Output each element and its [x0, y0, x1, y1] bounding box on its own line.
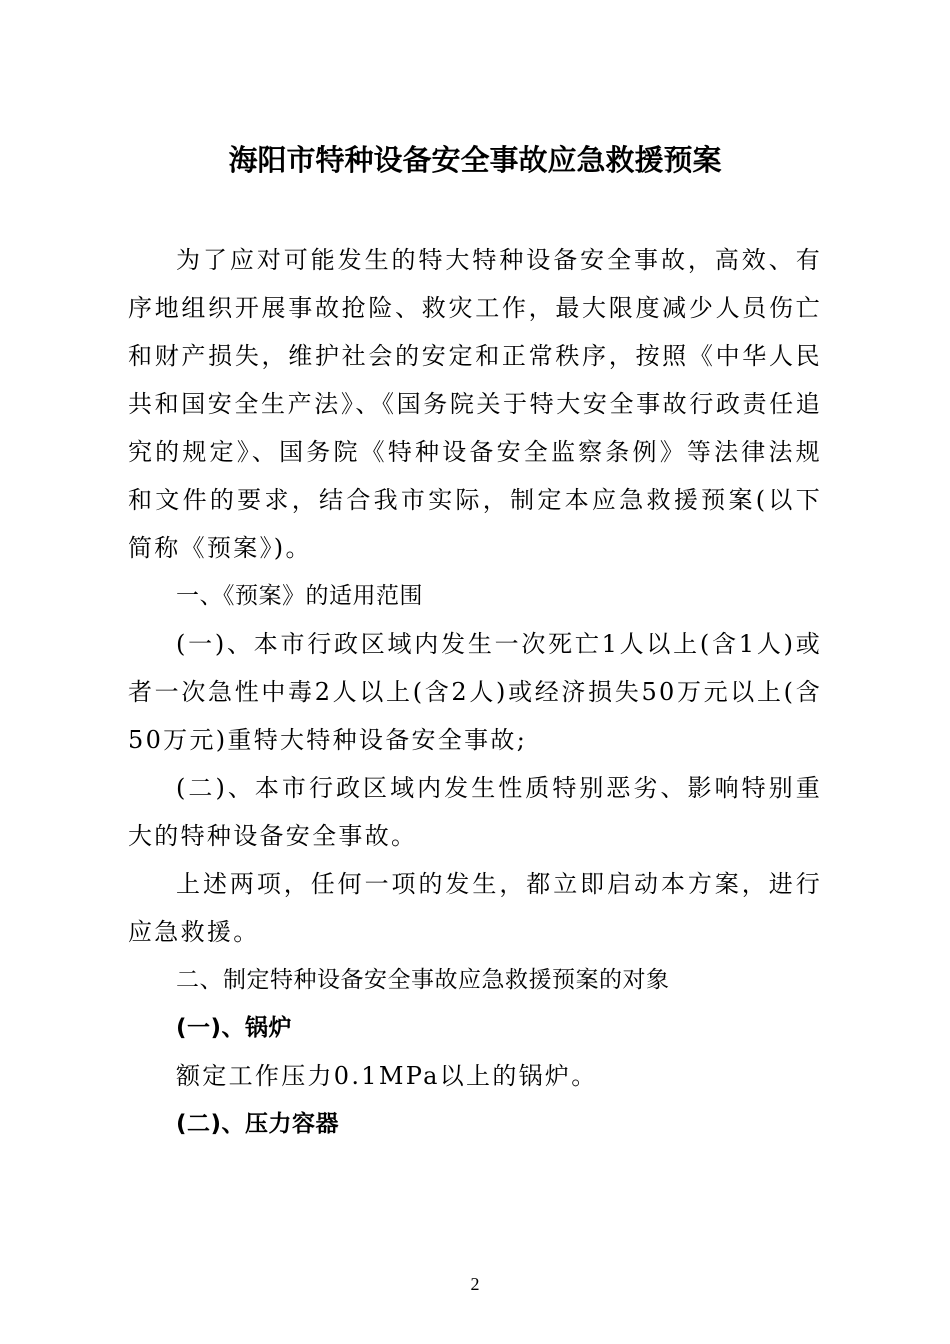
section-1-item-1: (一)、本市行政区域内发生一次死亡1人以上(含1人)或者一次急性中毒2人以上(含2人)或经济损失50万元以上(含50万元)重特大特种设备安全事故; — [128, 630, 822, 754]
document-title: 海阳市特种设备安全事故应急救援预案 — [228, 143, 722, 177]
section-2-sub-1-text: 额定工作压力0.1MPa以上的锅炉。 — [176, 1062, 598, 1090]
section-1-item-2: (二)、本市行政区域内发生性质特别恶劣、影响特别重大的特种设备安全事故。 — [128, 774, 822, 850]
intro-paragraph: 为了应对可能发生的特大特种设备安全事故，高效、有序地组织开展事故抢险、救灾工作，最大限度减少人员伤亡和财产损失，维护社会的安定和正常秩序，按照《中华人民共和国安全生产法》、《国务院关于特大安全事故行政责任追究的规定》、国务院《特种设备安全监察条例》等法律法规和文件的要求，结合我市实际，制定本应急救援预案(以下简称《预案》)。 — [128, 246, 822, 562]
section-2-sub-2-heading: (二)、压力容器 — [176, 1111, 340, 1137]
section-1-note: 上述两项，任何一项的发生，都立即启动本方案，进行应急救援。 — [128, 870, 822, 946]
section-2-sub-1-heading: (一)、锅炉 — [176, 1015, 293, 1041]
section-2-heading: 二、制定特种设备安全事故应急救援预案的对象 — [176, 967, 670, 993]
document-body — [128, 236, 822, 1148]
section-1-heading: 一、《预案》的适用范围 — [176, 583, 423, 609]
page-number: 2 — [470, 1274, 480, 1294]
